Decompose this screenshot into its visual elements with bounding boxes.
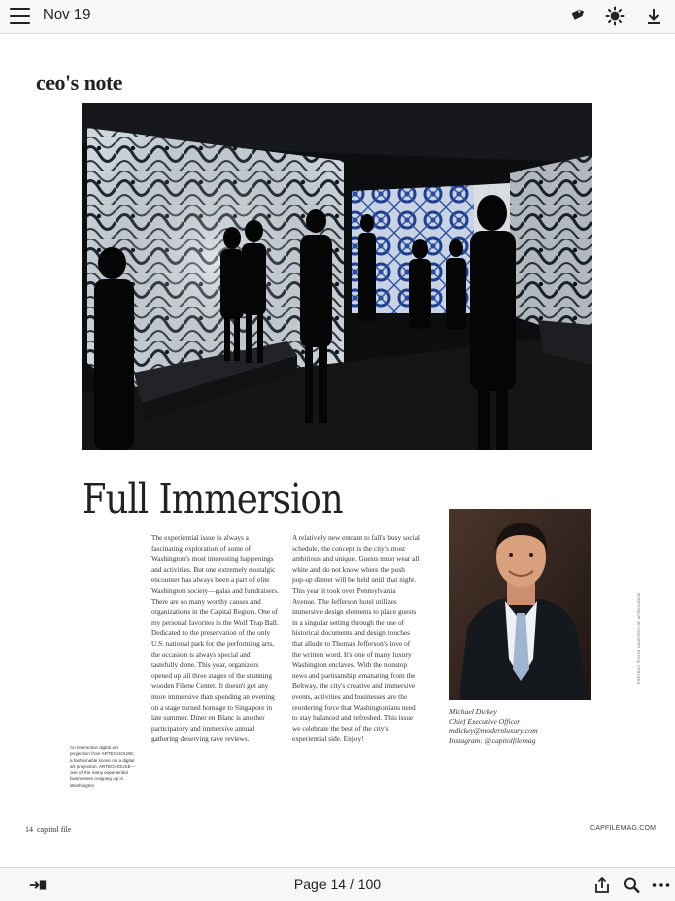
search-icon[interactable] — [622, 876, 642, 894]
article-column-2: A relatively new entrant to fall's busy social schedule, the concept is the city's most ambitious and unique. Guests must wear all white and do not know where the posh pop-up dinner will be held until that night. This year it took over Pennsylvania Avenue. The Jefferson hotel utilizes immersive design elements to place guests in a singular setting through the use of historical documents and design touches that allude to Thomas Jefferson's love of the written word. It's one of many luxury Washington enclaves. With the nonstop news and partisanship emanating from the Beltway, the city's creative and immersive events, activities and businesses are the reordering force that Washingtonians need to stay balanced and refreshed. This issue we celebrate the best of the city's experiential side. Enjoy! — [292, 533, 420, 744]
more-icon[interactable] — [651, 876, 671, 894]
page-indicator[interactable]: Page 14 / 100 — [293, 876, 382, 892]
download-icon[interactable] — [644, 6, 664, 26]
ceo-email: mdickey@modernluxury.com — [449, 726, 538, 736]
photo-caption: An interactive digital art projection from ARTECHOUSE; a fashionable scene on a digital art projection. ARTECHOUSE—one of the many experiential businesses cropping up in Washington — [70, 745, 136, 788]
share-icon[interactable] — [592, 876, 612, 894]
folio-magazine-name: capitol file — [37, 825, 72, 834]
ceo-signature-block — [449, 707, 599, 745]
folio-website: CAPFILEMAG.COM — [590, 825, 657, 832]
folio-left — [25, 825, 71, 834]
hamburger-menu-icon[interactable] — [10, 8, 30, 24]
bottom-toolbar — [0, 867, 675, 901]
section-kicker: ceo's note — [36, 70, 123, 95]
brightness-icon[interactable] — [605, 6, 625, 26]
ceo-instagram: Instagram: @capitolfilemag — [449, 735, 536, 745]
issue-date[interactable]: Nov 19 — [43, 6, 91, 23]
article-title: Full Immersion — [82, 475, 343, 523]
hero-photo — [82, 103, 592, 450]
ceo-portrait — [449, 509, 591, 700]
ceo-name: Michael Dickey — [449, 707, 497, 716]
top-toolbar — [0, 0, 675, 34]
ceo-role: Chief Executive Officer — [449, 716, 521, 726]
article-column-1: The experiential issue is always a fascinating exploration of some of Washington's most interesting happenings and activities. But one extremely nostalgic encounter has always been a part of elite Washington society—galas and fundraisers. There are so many worthy causes and organizations in the Capital Region. One of my personal favorites is the Wolf Trap Ball. Dedicated to the preservation of the only U.S. national park for the performing arts, the occasion is always special and tastefully done. This year, organizers opened up all three stages of the stunning wooden Filene Center. It doesn't get any more immersive than spending an evening on a stage turned homage to Singapore in late summer. Diner en Blanc is another participatory and immersive annual gathering deserving rave reviews. — [151, 533, 279, 744]
tag-icon[interactable] — [566, 6, 586, 26]
folio-page-number: 14 — [25, 825, 33, 834]
magazine-page — [0, 34, 675, 867]
photo-credit: PORTRAIT PHOTO COURTESY OF ARTECHOUSE — [637, 592, 641, 684]
